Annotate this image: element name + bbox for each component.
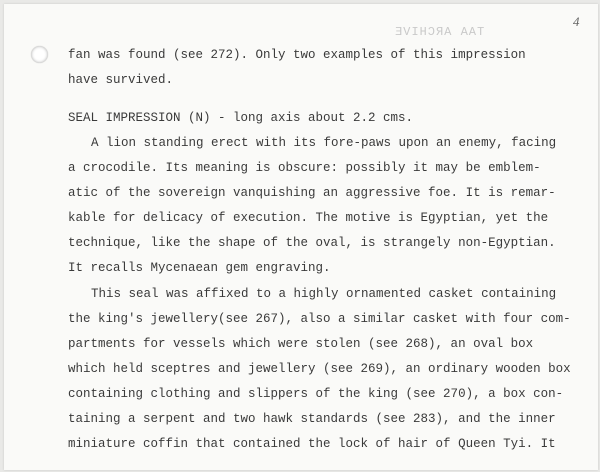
text-line: have survived. — [68, 73, 174, 87]
text-line: It recalls Mycenaean gem engraving. — [68, 261, 331, 275]
text-line: A lion standing erect with its fore-paws upon an enemy, facing — [91, 136, 557, 150]
text-line: a crocodile. Its meaning is obscure: possibly it may be emblem- — [68, 161, 541, 175]
text-line: atic of the sovereign vanquishing an aggressive foe. It is remar- — [68, 186, 556, 200]
page-number: 4 — [573, 14, 580, 29]
typed-text — [4, 4, 598, 470]
text-line: which held sceptres and jewellery (see 269), an ordinary wooden box — [68, 362, 571, 376]
text-line: taining a serpent and two hawk standards (see 283), and the inner — [68, 412, 556, 426]
text-line: miniature coffin that contained the lock of hair of Queen Tyi. It — [68, 437, 556, 451]
text-line: fan was found (see 272). Only two examples of this impression — [68, 48, 526, 62]
text-line: partments for vessels which were stolen (see 268), an oval box — [68, 337, 534, 351]
archive-stamp: TAA ARCHIVE — [394, 25, 485, 39]
text-line: This seal was affixed to a highly ornamented casket containing — [91, 287, 557, 301]
text-line: containing clothing and slippers of the king (see 270), a box con- — [68, 387, 564, 401]
document-page — [4, 4, 598, 470]
text-line: kable for delicacy of execution. The motive is Egyptian, yet the — [68, 211, 549, 225]
section-heading: SEAL IMPRESSION (N) - long axis about 2.2 cms. — [68, 111, 414, 125]
text-line: the king's jewellery(see 267), also a similar casket with four com- — [68, 312, 571, 326]
text-line: technique, like the shape of the oval, is strangely non-Egyptian. — [68, 236, 556, 250]
